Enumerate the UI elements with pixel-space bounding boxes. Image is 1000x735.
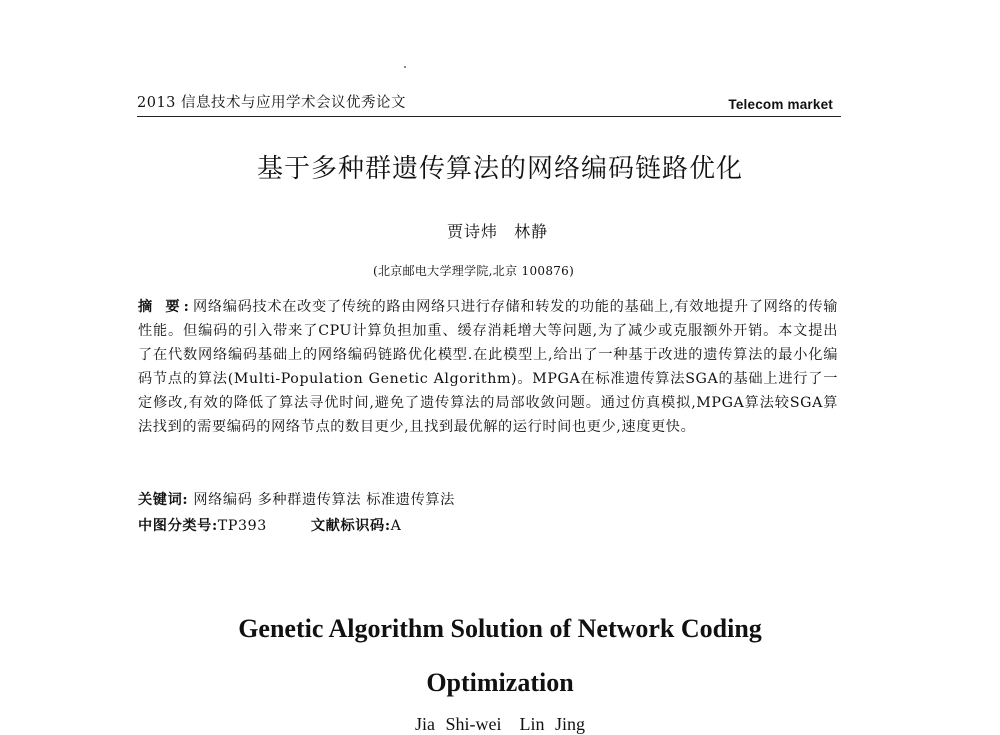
chinese-abstract	[138, 295, 838, 439]
abstract-text: 网络编码技术在改变了传统的路由网络只进行存储和转发的功能的基础上,有效地提升了网络的传输性能。但编码的引入带来了CPU计算负担加重、缓存消耗增大等问题,为了减少或克服额外开销。本文提出了在代数网络编码基础上的网络编码链路优化模型.在此模型上,给出了一种基于改进的遗传算法的最小化编码节点的算法(Multi-Population Genetic Algorithm)。MPGA在标准遗传算法SGA的基础上进行了一定修改,有效的降低了算法寻优时间,避免了遗传算法的局部收敛问题。通过仿真模拟,MPGA算法较SGA算法找到的需要编码的网络节点的数目更少,且找到最优解的运行时间也更少,速度更快。	[138, 299, 838, 435]
doc-code-label: 文献标识码:	[310, 518, 391, 534]
clc-label: 中图分类号:	[138, 518, 218, 534]
keywords-label: 关键词:	[138, 492, 189, 508]
abstract-label: 摘 要:	[138, 299, 193, 315]
header-journal-name: Telecom market	[728, 97, 833, 112]
chinese-title: 基于多种群遗传算法的网络编码链路优化	[256, 154, 743, 184]
english-author-2: Lin Jing	[519, 714, 585, 734]
english-title-line-2: Optimization	[426, 668, 574, 697]
chinese-authors: 贾诗炜 林静	[447, 222, 549, 241]
running-header	[137, 90, 841, 117]
chinese-affiliation: (北京邮电大学理学院,北京 100876)	[373, 264, 575, 278]
header-proceedings-title: 2013 信息技术与应用学术会议优秀论文	[137, 95, 407, 111]
classification-line	[138, 515, 402, 535]
english-authors	[0, 714, 1000, 735]
clc-value: TP393	[217, 518, 267, 534]
keywords-text: 网络编码 多种群遗传算法 标准遗传算法	[193, 492, 455, 508]
english-author-1: Jia Shi-wei	[414, 714, 502, 734]
keywords	[138, 489, 455, 509]
english-title	[0, 602, 1000, 710]
english-title-line-1: Genetic Algorithm Solution of Network Coding	[238, 614, 762, 643]
scan-speck	[404, 66, 406, 68]
doc-code-value: A	[390, 518, 402, 534]
